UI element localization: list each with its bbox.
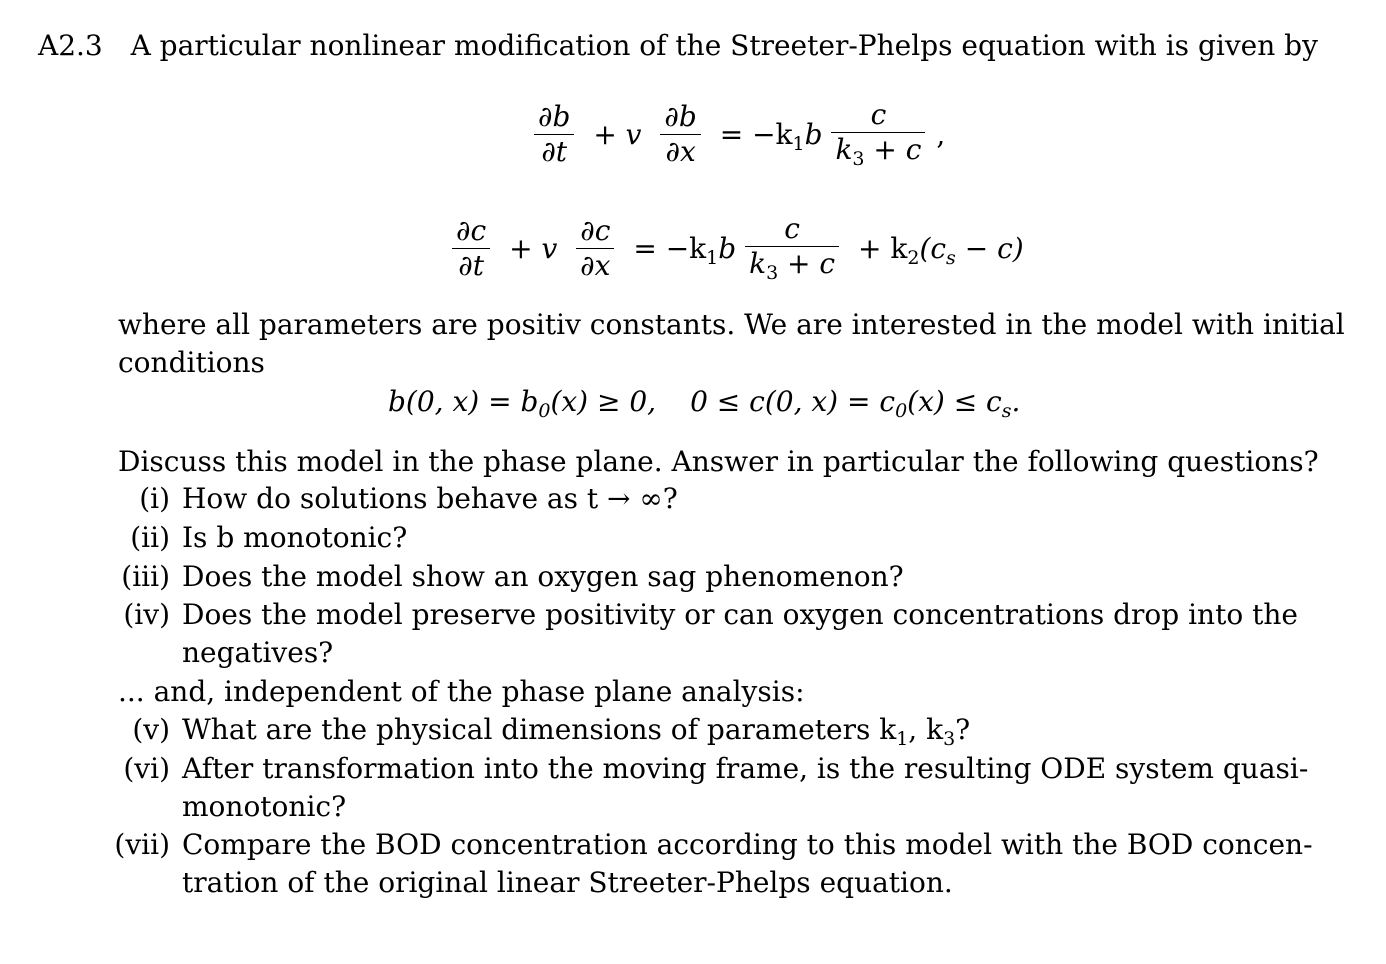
initial-conditions: b(0, $x) = b_0(x) \ge 0$, 0 ≤ c(0, $x) = c_0(x) \le c_s$. — [388, 385, 1021, 422]
monod-fraction: $\frac{c}{k_3 + c}$ — [831, 98, 925, 170]
question-label-ii: (ii) — [130, 521, 170, 554]
problem-intro: A particular nonlinear modification of the Streeter-Phelps equation with is given by — [130, 29, 1318, 62]
question-v: What are the physical dimensions of parameters $k_1$, $k_3$? — [182, 713, 971, 750]
partial-b-x-fraction: $\frac{\partial b}{\partial x}$ — [660, 100, 700, 169]
question-i: How do solutions behave as t → ∞? — [182, 482, 678, 515]
equation-oxygen: $\frac{\partial c}{\partial t}$ + v $\frac{\partial c}{\partial x}$ = $-k_1b$ $\frac{c}{k_3 + c}$ + $k_2(c_s - c)$ — [450, 212, 1032, 284]
equation-bod: $\frac{\partial b}{\partial t}$ + v $\frac{\partial b}{\partial x}$ = $-k_1b$ $\frac{c}{k_3 + c}$ , — [532, 98, 945, 170]
problem-number: A2.3 — [38, 29, 103, 62]
question-iii: Does the model show an oxygen sag phenomenon? — [182, 560, 904, 593]
question-iv-cont: negatives? — [182, 636, 334, 669]
discuss-text: Discuss this model in the phase plane. Answer in particular the following questions? — [118, 445, 1319, 478]
question-label-i: (i) — [139, 482, 170, 515]
question-label-vii: (vii) — [114, 828, 170, 861]
question-label-iii: (iii) — [121, 560, 170, 593]
partial-c-t-fraction: $\frac{\partial c}{\partial t}$ — [452, 214, 490, 283]
question-vi: After transformation into the moving frame, is the resulting ODE system quasi- — [182, 752, 1309, 785]
parameters-text: where all parameters are positiv constants. We are interested in the model with initial — [118, 308, 1345, 341]
question-vi-cont: monotonic? — [182, 790, 347, 823]
independent-text: ... and, independent of the phase plane analysis: — [118, 675, 805, 708]
monod-fraction-2: $\frac{c}{k_3 + c}$ — [745, 212, 839, 284]
question-vii-cont: tration of the original linear Streeter-Phelps equation. — [182, 866, 953, 899]
question-iv: Does the model preserve positivity or can oxygen concentrations drop into the — [182, 598, 1298, 631]
question-label-v: (v) — [132, 713, 170, 746]
conditions-text: conditions — [118, 346, 265, 379]
question-label-vi: (vi) — [123, 752, 170, 785]
question-vii: Compare the BOD concentration according to this model with the BOD concen- — [182, 828, 1313, 861]
question-label-iv: (iv) — [123, 598, 170, 631]
question-ii: Is b monotonic? — [182, 521, 408, 554]
partial-b-t-fraction: $\frac{\partial b}{\partial t}$ — [534, 100, 574, 169]
partial-c-x-fraction: $\frac{\partial c}{\partial x}$ — [576, 214, 614, 283]
problem-header — [38, 30, 1318, 62]
